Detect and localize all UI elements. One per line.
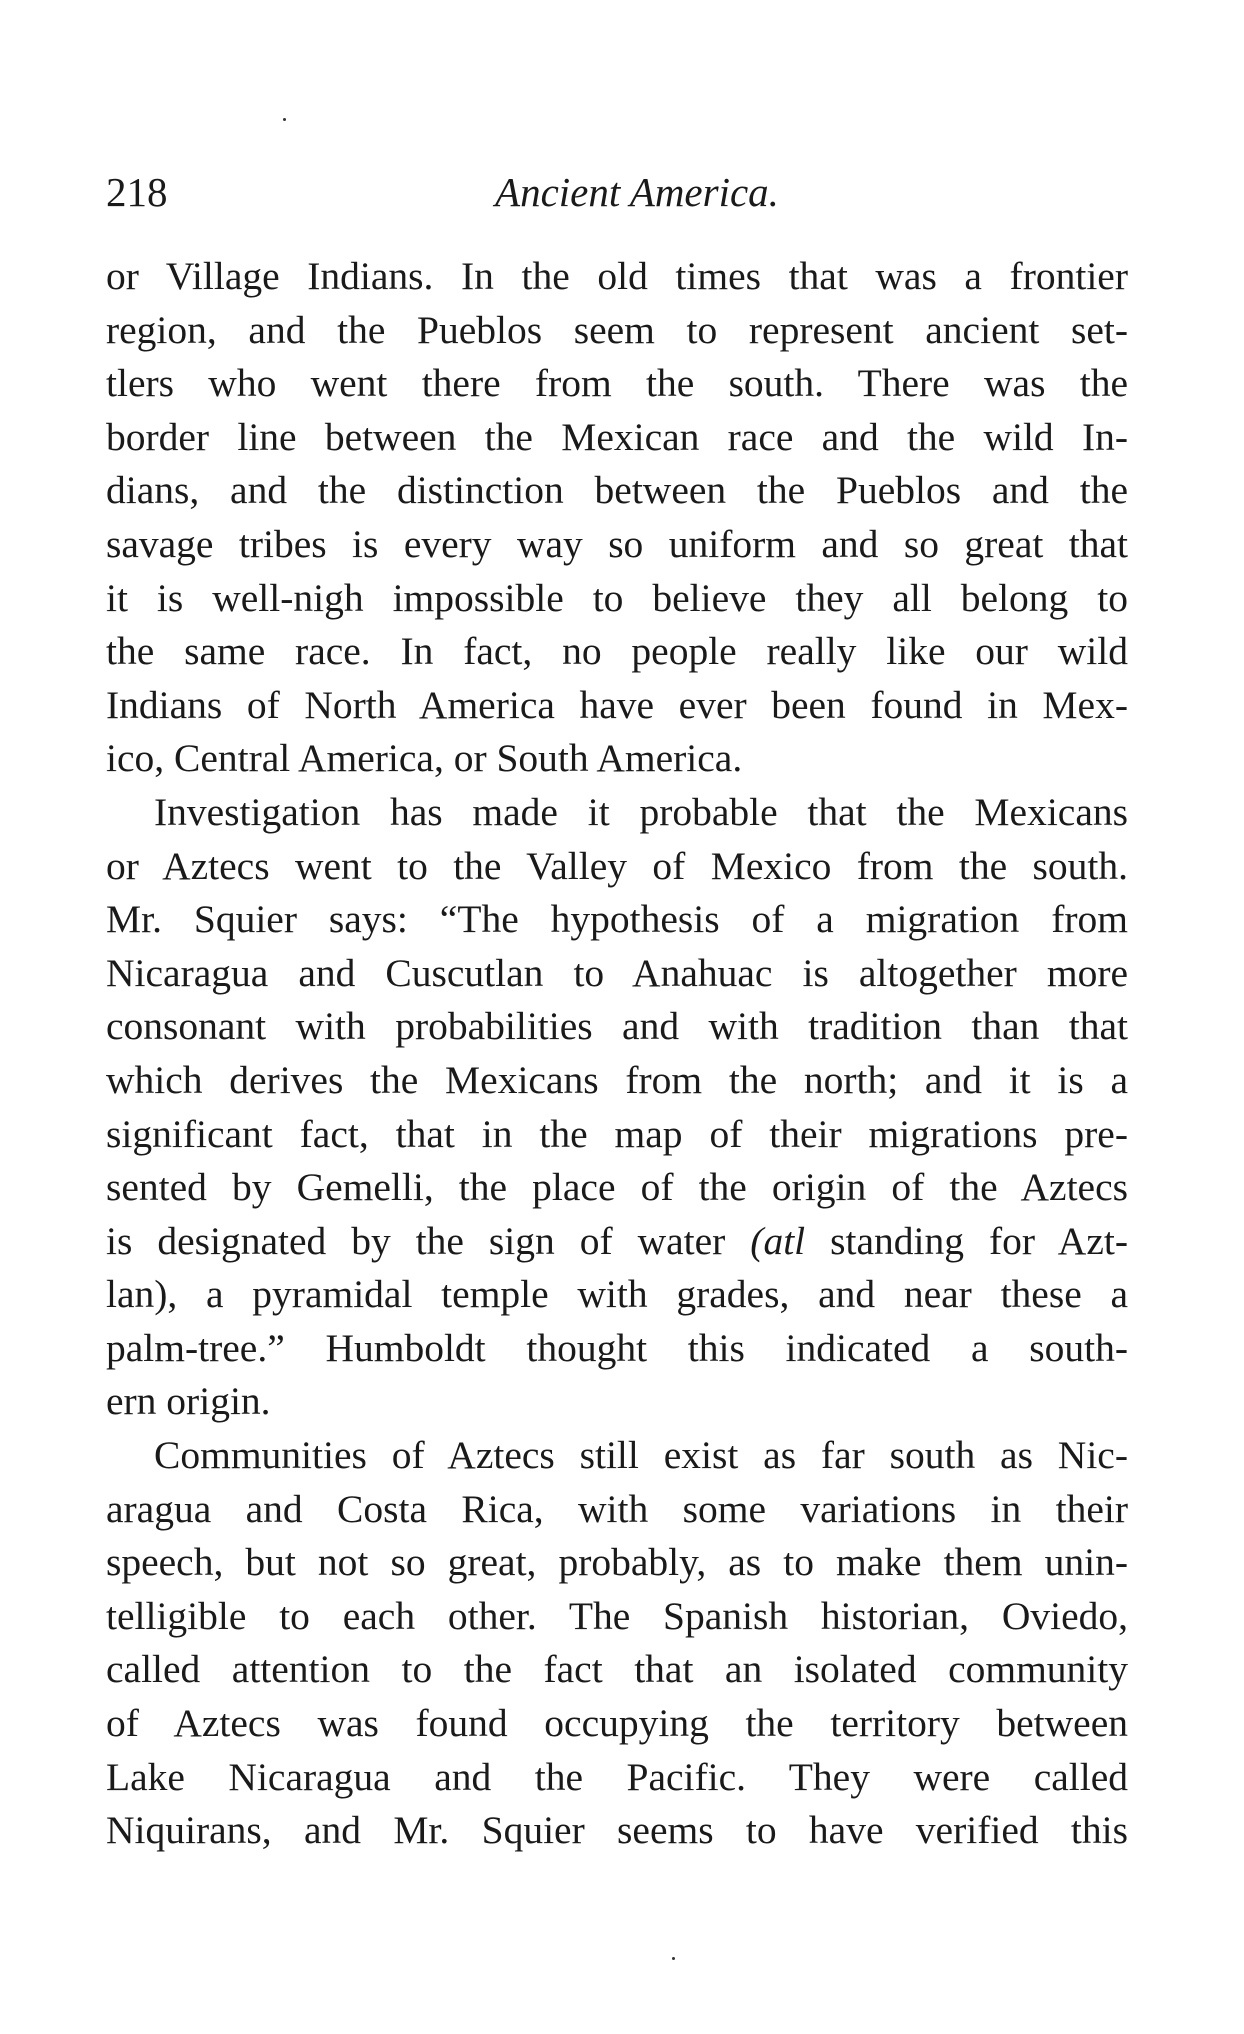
text-line: it is well-nigh impossible to believe they all belong to [106, 575, 1128, 620]
text-line: the same race. In fact, no people really like our wild [106, 629, 1128, 674]
print-speck [672, 1957, 675, 1960]
text-line: Nicaragua and Cuscutlan to Anahuac is altogether more [106, 950, 1128, 995]
print-speck [283, 118, 286, 121]
text-line: Niquirans, and Mr. Squier seems to have verified this [106, 1808, 1128, 1853]
text-line: called attention to the fact that an isolated community [106, 1647, 1128, 1692]
text-line: of Aztecs was found occupying the territory between [106, 1701, 1128, 1746]
text-line: palm-tree.” Humboldt thought this indicated a south- [106, 1325, 1128, 1370]
text-line: sented by Gemelli, the place of the origin of the Aztecs [106, 1165, 1128, 1210]
text-line: or Aztecs went to the Valley of Mexico from the south. [106, 843, 1128, 888]
text-line: border line between the Mexican race and the wild In- [106, 414, 1128, 459]
text-line: tlers who went there from the south. There was the [106, 361, 1128, 406]
text-line: Indians of North America have ever been found in Mex- [106, 682, 1128, 727]
page-number: 218 [106, 169, 168, 215]
paragraph-start-line: Communities of Aztecs still exist as far south as Nic- [154, 1433, 1128, 1478]
text-line: ico, Central America, or South America. [106, 736, 743, 781]
paragraph-start-line: Investigation has made it probable that the Mexicans [154, 789, 1128, 834]
text-line: or Village Indians. In the old times that was a frontier [106, 254, 1128, 298]
line-segment: is designated by the sign of water [106, 1218, 751, 1263]
text-line: lan), a pyramidal temple with grades, and near these a [106, 1272, 1128, 1317]
italic-term: (atl [750, 1218, 806, 1263]
text-line: speech, but not so great, probably, as to make them unin- [106, 1540, 1128, 1585]
text-line: region, and the Pueblos seem to represent ancient set- [106, 307, 1128, 352]
line-segment: standing for Azt- [805, 1218, 1128, 1263]
text-line: telligible to each other. The Spanish historian, Oviedo, [106, 1593, 1128, 1638]
text-line: which derives the Mexicans from the north; and it is a [106, 1057, 1128, 1102]
text-line: significant fact, that in the map of their migrations pre- [106, 1111, 1128, 1156]
text-line: ern origin. [106, 1379, 271, 1424]
text-line: aragua and Costa Rica, with some variations in their [106, 1486, 1128, 1531]
running-title: Ancient America. [495, 169, 779, 215]
text-line: consonant with probabilities and with tradition than that [106, 1004, 1128, 1049]
page-header [106, 168, 1128, 228]
text-line: savage tribes is every way so uniform and so great that [106, 521, 1128, 566]
body-text [106, 250, 1128, 1858]
text-line [106, 1215, 1128, 1269]
text-line: Mr. Squier says: “The hypothesis of a migration from [106, 897, 1128, 942]
text-line: Lake Nicaragua and the Pacific. They were called [106, 1754, 1128, 1799]
text-line: dians, and the distinction between the Pueblos and the [106, 468, 1128, 513]
